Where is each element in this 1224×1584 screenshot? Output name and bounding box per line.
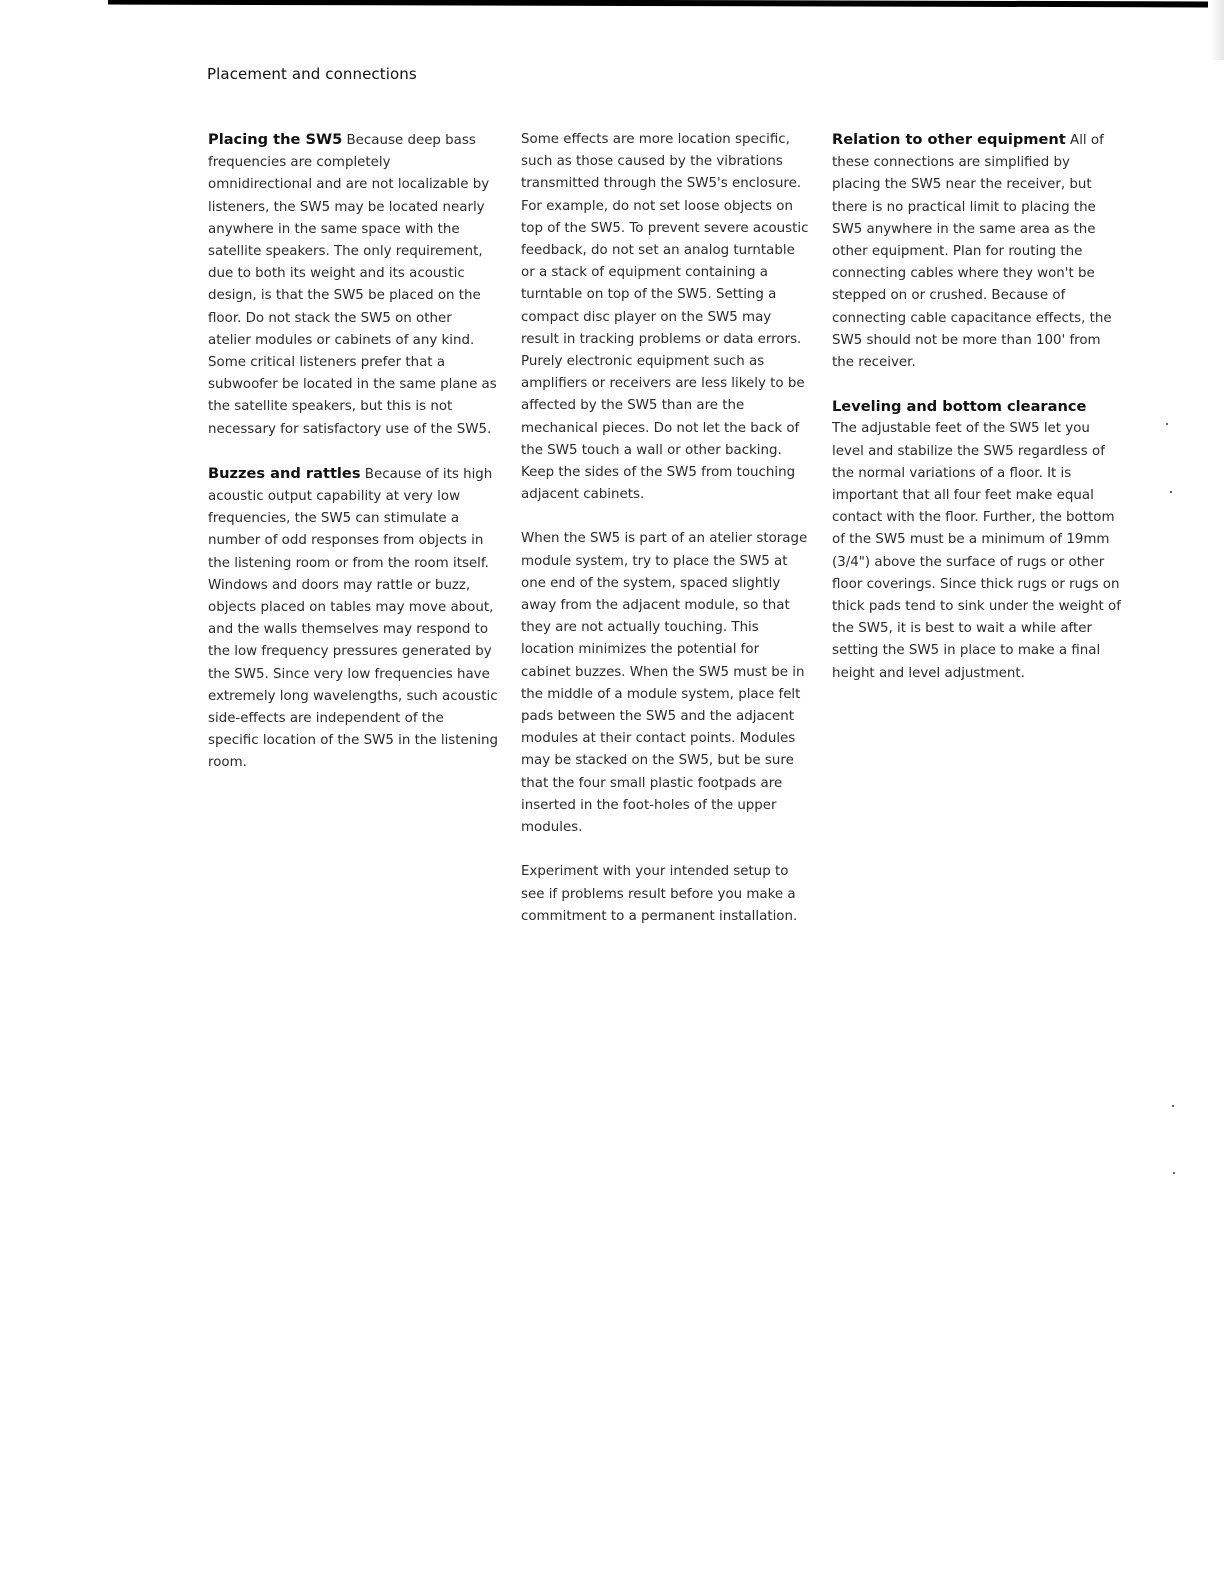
scan-border-top xyxy=(108,0,1208,7)
scan-speck xyxy=(1170,491,1172,493)
column-1 xyxy=(208,129,498,797)
body-relation: All of these connections are simplified by placing the SW5 near the receiver, but there is no practical limit to placing the SW5 anywhere in the same area as the other equipment. Plan for routing the connecting cables where they won't be stepped on or crushed. Because of connecting cable capacitance effects, the SW5 should not be more than 100' from the receiver. xyxy=(832,133,1112,371)
section-placing xyxy=(208,129,498,441)
body-placing: Because deep bass frequencies are completely omnidirectional and are not localizable by listeners, the SW5 may be located nearly anywhere in the same space with the satellite speakers. The only requirement, due to both its weight and its acoustic design, is that the SW5 be placed on the floor. Do not stack the SW5 on other atelier modules or cabinets of any kind. Some critical listeners prefer that a subwoofer be located in the same plane as the satellite speakers, but this is not necessary for satisfactory use of the SW5. xyxy=(208,133,497,437)
heading-leveling: Leveling and bottom clearance xyxy=(832,398,1087,416)
column-2 xyxy=(521,129,811,950)
scan-speck xyxy=(1166,423,1168,425)
paragraph-experiment: Experiment with your intended setup to see if problems result before you make a commitment to a permanent installation. xyxy=(521,864,798,924)
scan-speck xyxy=(1172,1105,1174,1107)
scan-border-right xyxy=(1210,0,1224,60)
heading-placing: Placing the SW5 xyxy=(208,131,343,148)
body-buzzes: Because of its high acoustic output capability at very low frequencies, the SW5 can stimulate a number of odd responses from objects in the listening room or from the room itself. Windows and doors may rattle or buzz, objects placed on tables may move about, and the walls themselves may respond to the low frequency pressures generated by the SW5. Since very low frequencies have extremely long wavelengths, such acoustic side-effects are independent of the specific location of the SW5 in the listening room. xyxy=(208,466,498,771)
paragraph-location-effects: Some effects are more location specific, such as those caused by the vibrations transmitted through the SW5's enclosure. For example, do not set loose objects on top of the SW5. To prevent severe acoustic feedback, do not set an analog turntable or a stack of equipment containing a turntable on top of the SW5. Setting a compact disc player on the SW5 may result in tracking problems or data errors. Purely electronic equipment such as amplifiers or receivers are less likely to be affected by the SW5 than are the mechanical pieces. Do not let the back of the SW5 touch a wall or other backing. Keep the sides of the SW5 from touching adjacent cabinets. xyxy=(521,132,809,503)
section-leveling xyxy=(832,396,1122,685)
body-leveling: The adjustable feet of the SW5 let you level and stabilize the SW5 regardless of the normal variations of a floor. It is important that all four feet make equal contact with the floor. Further, the bottom of the SW5 must be a minimum of 19mm (3/4") above the surface of rugs or other floor coverings. Since thick rugs or rugs on thick pads tend to sink under the weight of the SW5, it is best to wait a while after setting the SW5 in place to make a final height and level adjustment. xyxy=(832,421,1121,681)
column-3 xyxy=(832,129,1122,707)
heading-buzzes: Buzzes and rattles xyxy=(208,464,361,482)
scan-speck xyxy=(1173,1172,1175,1174)
heading-relation: Relation to other equipment xyxy=(832,131,1066,148)
section-buzzes xyxy=(208,463,498,775)
paragraph-module-system: When the SW5 is part of an atelier storage module system, try to place the SW5 at one end of the system, spaced slightly away from the adjacent module, so that they are not actually touching. This location minimizes the potential for cabinet buzzes. When the SW5 must be in the middle of a module system, place felt pads between the SW5 and the adjacent modules at their contact points. Modules may be stacked on the SW5, but be sure that the four small plastic footpads are inserted in the foot-holes of the upper modules. xyxy=(521,531,808,836)
section-relation xyxy=(832,129,1122,374)
page-header: Placement and connections xyxy=(207,65,417,83)
